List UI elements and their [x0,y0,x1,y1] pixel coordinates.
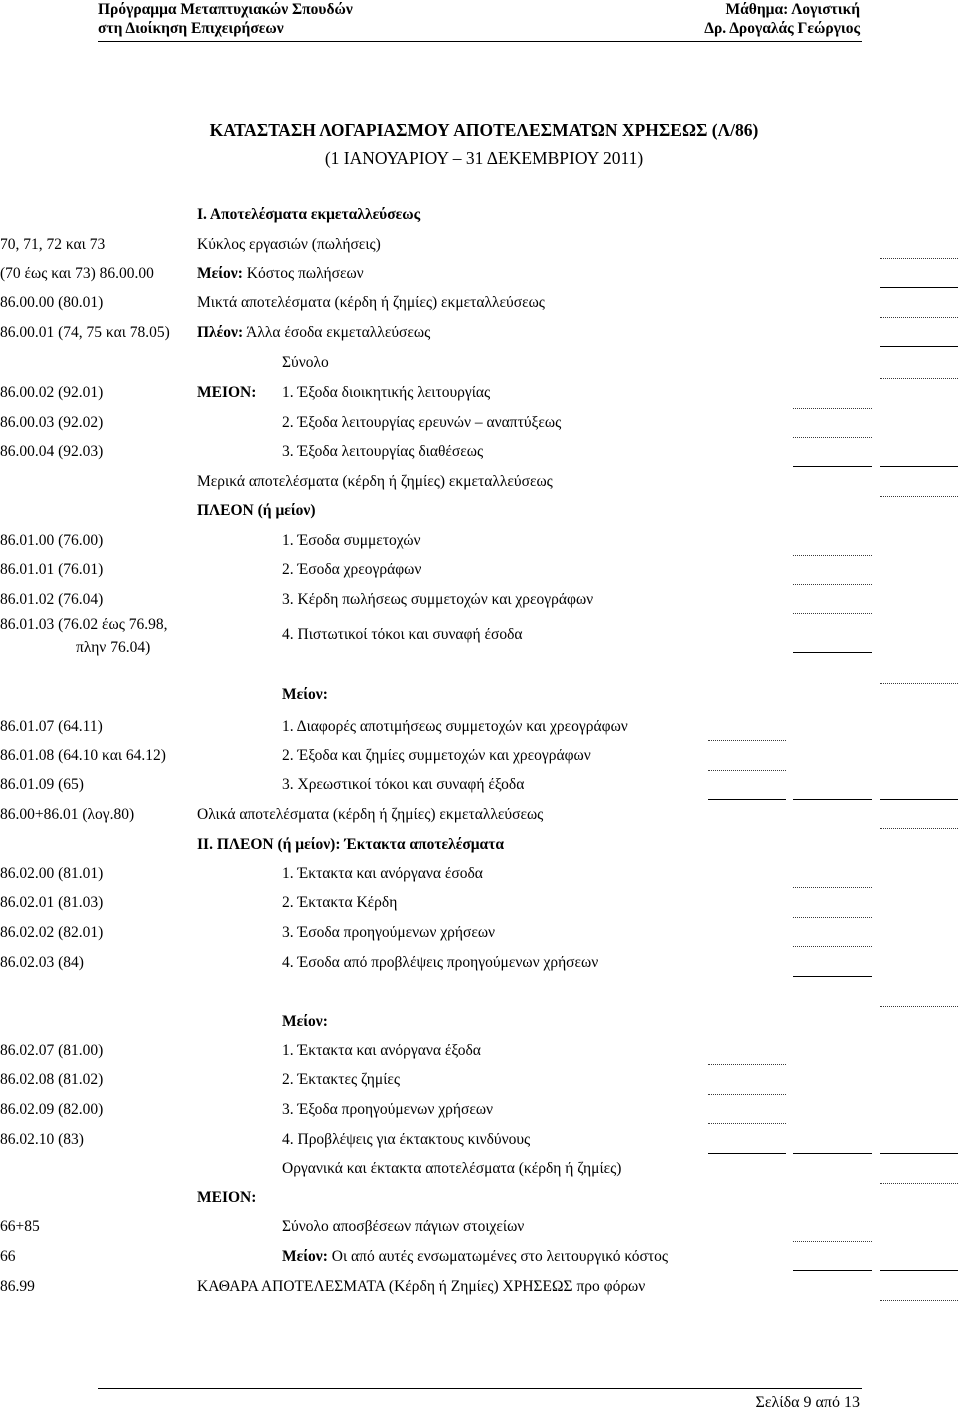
amount-line [880,1183,958,1184]
amount-line [880,799,958,800]
line-label-group [197,265,364,283]
account-code: 66 [0,1248,16,1265]
account-code: 86.00.01 (74, 75 και 78.05) [0,324,170,341]
account-code: 86.01.02 (76.04) [0,591,104,608]
amount-line [793,946,872,947]
statement-row [0,443,960,461]
statement-row [0,806,960,824]
statement-row [0,473,960,491]
amount-line [708,770,786,771]
line-label-group [282,1248,668,1266]
statement-row [0,561,960,579]
section-heading: Μείον: [282,1013,328,1030]
account-code-line2: πλην 76.04) [76,639,151,656]
amount-line [880,317,958,318]
line-label: 1. Έκτακτα και ανόργανα έξοδα [282,1042,481,1059]
minus-marker: ΜΕΙΟΝ: [197,384,257,401]
line-prefix: Μείον: [197,265,243,282]
statement-row [0,1101,960,1119]
line-label: 3. Έξοδα λειτουργίας διαθέσεως [282,443,484,460]
amount-line [793,466,872,467]
header-course [704,0,860,38]
section-heading: Μείον: [282,686,328,703]
amount-line [793,887,872,888]
account-code: (70 έως και 73) 86.00.00 [0,265,154,282]
statement-title: ΚΑΤΑΣΤΑΣΗ ΛΟΓΑΡΙΑΣΜΟΥ ΑΠΟΤΕΛΕΣΜΑΤΩΝ ΧΡΗΣΕΩΣ (Λ/86) [209,120,759,140]
statement-row [0,747,960,765]
statement-row [0,894,960,912]
statement-row [0,1160,960,1178]
account-code [0,613,168,659]
statement-row [0,924,960,942]
line-label: 2. Έξοδα λειτουργίας ερευνών – αναπτύξεως [282,414,562,431]
amount-line [880,466,958,467]
statement-period: (1 ΙΑΝΟΥΑΡΙΟΥ – 31 ΔΕΚΕΜΒΡΙΟΥ 2011) [324,148,644,168]
amount-line [880,828,958,829]
account-code: 86.02.03 (84) [0,954,84,971]
account-code: 66+85 [0,1218,40,1235]
line-label: Ολικά αποτελέσματα (κέρδη ή ζημίες) εκμεταλλεύσεως [197,806,544,823]
section-heading-row [0,836,960,854]
account-code: 86.00.04 (92.03) [0,443,104,460]
line-label: 2. Έκτακτες ζημίες [282,1071,401,1088]
account-code: 86.02.09 (82.00) [0,1101,104,1118]
account-code: 86.01.07 (64.11) [0,718,103,735]
amount-line [793,976,872,977]
statement-row [0,1218,960,1236]
line-label: 3. Έξοδα προηγούμενων χρήσεων [282,1101,494,1118]
statement-row [0,1131,960,1149]
amount-line [793,584,872,585]
amount-line [880,683,958,684]
statement-row [0,236,960,254]
line-prefix: Μείον: [282,1248,328,1265]
line-label: 1. Έξοδα διοικητικής λειτουργίας [282,384,491,401]
amount-line [708,1094,786,1095]
line-label: 3. Χρεωστικοί τόκοι και συναφή έξοδα [282,776,525,793]
statement-row [0,294,960,312]
amount-line [880,346,958,347]
amount-line [708,740,786,741]
amount-line [880,496,958,497]
amount-line [880,378,958,379]
statement-row [0,776,960,794]
statement-row [0,1278,960,1296]
account-code: 86.02.02 (82.01) [0,924,104,941]
line-prefix: Πλέον: [197,324,244,341]
amount-line [708,1153,786,1154]
amount-line [793,1270,872,1271]
account-code: 86.00.03 (92.02) [0,414,104,431]
section-heading: ΙΙ. ΠΛΕΟΝ (ή μείον): Έκτακτα αποτελέσματα [197,836,504,853]
line-label: Μερικά αποτελέσματα (κέρδη ή ζημίες) εκμεταλλεύσεως [197,473,553,490]
account-code: 86.02.00 (81.01) [0,865,104,882]
line-label: 3. Κέρδη πωλήσεως συμμετοχών και χρεογράφων [282,591,594,608]
account-code: 86.02.10 (83) [0,1131,84,1148]
amount-line [793,799,872,800]
header-rule [98,41,862,42]
statement-row [0,591,960,609]
amount-line [793,408,872,409]
statement-row [0,414,960,432]
line-label: 2. Έσοδα χρεογράφων [282,561,422,578]
account-code: 86.02.07 (81.00) [0,1042,104,1059]
line-label: 3. Έσοδα προηγούμενων χρήσεων [282,924,496,941]
header-instructor: Δρ. Δρογαλάς Γεώργιος [704,20,860,37]
amount-line [708,799,786,800]
line-label: 1. Έκτακτα και ανόργανα έσοδα [282,865,483,882]
section-heading: Ι. Αποτελέσματα εκμεταλλεύσεως [197,206,421,223]
line-label: Μικτά αποτελέσματα (κέρδη ή ζημίες) εκμεταλλεύσεως [197,294,545,311]
account-code: 86.01.00 (76.00) [0,532,104,549]
statement-row [0,1071,960,1089]
page-number: Σελίδα 9 από 13 [755,1394,860,1411]
amount-line [793,652,872,653]
section-heading-row [0,686,960,704]
statement-row [0,954,960,972]
line-label: ΚΑΘΑΡΑ ΑΠΟΤΕΛΕΣΜΑΤΑ (Κέρδη ή Ζημίες) ΧΡΗΣΕΩΣ προ φόρων [197,1278,646,1295]
line-label: Σύνολο [282,354,329,371]
line-label: Οι από αυτές ενσωματωμένες στο λειτουργικό κόστος [331,1248,669,1265]
amount-line [708,1064,786,1065]
line-label: 4. Προβλέψεις για έκτακτους κινδύνους [282,1131,531,1148]
line-label: Οργανικά και έκτακτα αποτελέσματα (κέρδη ή ζημίες) [282,1160,622,1177]
line-label: 1. Έσοδα συμμετοχών [282,532,421,549]
account-code: 86.02.08 (81.02) [0,1071,104,1088]
header-program-line2: στη Διοίκηση Επιχειρήσεων [98,20,284,37]
account-code: 86.99 [0,1278,35,1295]
statement-row [0,718,960,736]
statement-row [0,324,960,342]
line-label: 1. Διαφορές αποτιμήσεως συμμετοχών και χρεογράφων [282,718,628,735]
section-heading: ΠΛΕΟΝ (ή μείον) [197,502,316,519]
line-label: Σύνολο αποσβέσεων πάγιων στοιχείων [282,1218,525,1235]
amount-line [708,1123,786,1124]
footer-rule [98,1388,862,1389]
header-program [98,0,353,38]
section-heading-row [0,206,960,224]
statement-row [0,865,960,883]
amount-line [793,613,872,614]
header-program-line1: Πρόγραμμα Μεταπτυχιακών Σπουδών [98,1,353,18]
header-course-name: Μάθημα: Λογιστική [725,1,860,18]
amount-line [880,287,958,288]
amount-line [793,555,872,556]
statement-row [0,532,960,550]
amount-line [793,1241,872,1242]
line-label: Κύκλος εργασιών (πωλήσεις) [197,236,381,253]
section-heading-row [0,1189,960,1207]
account-code: 86.02.01 (81.03) [0,894,104,911]
line-label-group [197,324,430,342]
line-label: Άλλα έσοδα εκμεταλλεύσεως [246,324,431,341]
amount-line [880,1300,958,1301]
section-heading: ΜΕΙΟΝ: [197,1189,257,1206]
line-label: 2. Έξοδα και ζημίες συμμετοχών και χρεογράφων [282,747,591,764]
statement-row [0,384,960,402]
account-code: 86.01.08 (64.10 και 64.12) [0,747,166,764]
account-code: 86.00.00 (80.01) [0,294,104,311]
statement-row [0,1042,960,1060]
amount-line [880,1270,958,1271]
amount-line [880,1153,958,1154]
amount-line [880,258,958,259]
line-label: 4. Πιστωτικοί τόκοι και συναφή έσοδα [282,626,523,643]
statement-row [0,354,960,372]
account-code: 86.00.02 (92.01) [0,384,104,401]
amount-line [793,437,872,438]
line-label: 4. Έσοδα από προβλέψεις προηγούμενων χρήσεων [282,954,599,971]
section-heading-row [0,1013,960,1031]
section-heading-row [0,502,960,520]
statement-row [0,1248,960,1266]
account-code: 86.01.01 (76.01) [0,561,104,578]
account-code: 86.00+86.01 (λογ.80) [0,806,135,823]
account-code: 86.01.09 (65) [0,776,84,793]
account-code: 70, 71, 72 και 73 [0,236,106,253]
line-label: Κόστος πωλήσεων [246,265,364,282]
amount-line [793,1153,872,1154]
account-code-line1: 86.01.03 (76.02 έως 76.98, [0,616,168,633]
line-label: 2. Έκτακτα Κέρδη [282,894,398,911]
amount-line [880,1006,958,1007]
statement-row [0,265,960,283]
amount-line [793,917,872,918]
